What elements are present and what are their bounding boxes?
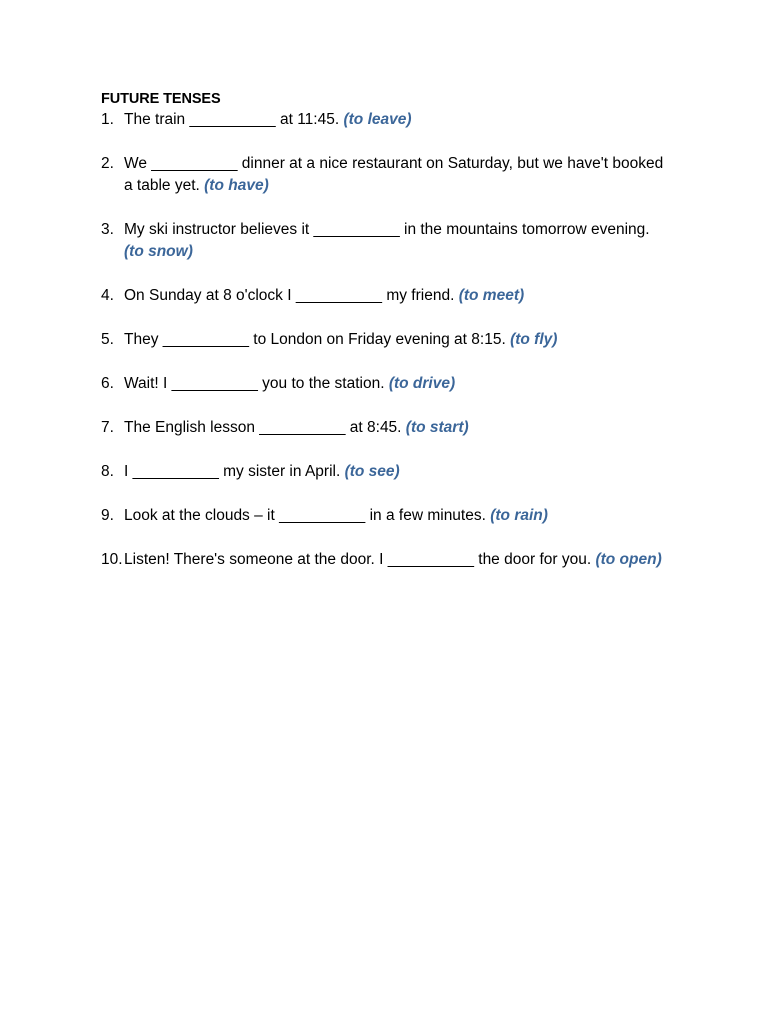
exercise-number: 9. xyxy=(101,507,114,524)
verb-hint: (to snow) xyxy=(124,243,193,260)
exercise-text: Listen! There's someone at the door. I __________ the door for you. xyxy=(124,551,596,568)
verb-hint: (to drive) xyxy=(388,375,456,392)
exercise-number: 5. xyxy=(101,331,114,348)
exercise-text: On Sunday at 8 o'clock I __________ my friend. xyxy=(124,287,459,304)
exercise-item xyxy=(101,373,671,395)
verb-hint: (to have) xyxy=(204,177,269,194)
exercise-text: We __________ dinner at a nice restaurant on Saturday, but we have't booked a table yet. xyxy=(124,155,664,194)
exercise-number: 2. xyxy=(101,155,114,172)
worksheet-title: FUTURE TENSES xyxy=(101,91,221,107)
verb-hint: (to rain) xyxy=(490,507,548,524)
exercise-number: 4. xyxy=(101,287,114,304)
exercise-number: 3. xyxy=(101,221,114,238)
exercise-text: My ski instructor believes it __________ in the mountains tomorrow evening. xyxy=(124,221,650,238)
exercise-number: 7. xyxy=(101,419,114,436)
exercise-item xyxy=(101,461,671,483)
exercise-item xyxy=(101,285,671,307)
verb-hint: (to open) xyxy=(595,551,662,568)
exercise-text: They __________ to London on Friday evening at 8:15. xyxy=(124,331,511,348)
exercise-list xyxy=(101,109,671,571)
exercise-item xyxy=(101,329,671,351)
exercise-text: The train __________ at 11:45. xyxy=(124,111,344,128)
exercise-number: 6. xyxy=(101,375,114,392)
verb-hint: (to meet) xyxy=(458,287,525,304)
exercise-item xyxy=(101,417,671,439)
exercise-text: I __________ my sister in April. xyxy=(124,463,345,480)
exercise-item xyxy=(101,505,671,527)
exercise-text: Look at the clouds – it __________ in a few minutes. xyxy=(124,507,491,524)
exercise-number: 8. xyxy=(101,463,114,480)
exercise-item xyxy=(101,549,671,571)
exercise-number: 10. xyxy=(101,551,123,568)
exercise-text: The English lesson __________ at 8:45. xyxy=(124,419,406,436)
exercise-text: Wait! I __________ you to the station. xyxy=(124,375,389,392)
worksheet xyxy=(101,90,671,593)
verb-hint: (to fly) xyxy=(510,331,558,348)
exercise-item xyxy=(101,153,671,197)
verb-hint: (to see) xyxy=(344,463,400,480)
verb-hint: (to leave) xyxy=(343,111,412,128)
exercise-item xyxy=(101,109,671,131)
exercise-item xyxy=(101,219,671,263)
verb-hint: (to start) xyxy=(405,419,469,436)
exercise-number: 1. xyxy=(101,111,114,128)
